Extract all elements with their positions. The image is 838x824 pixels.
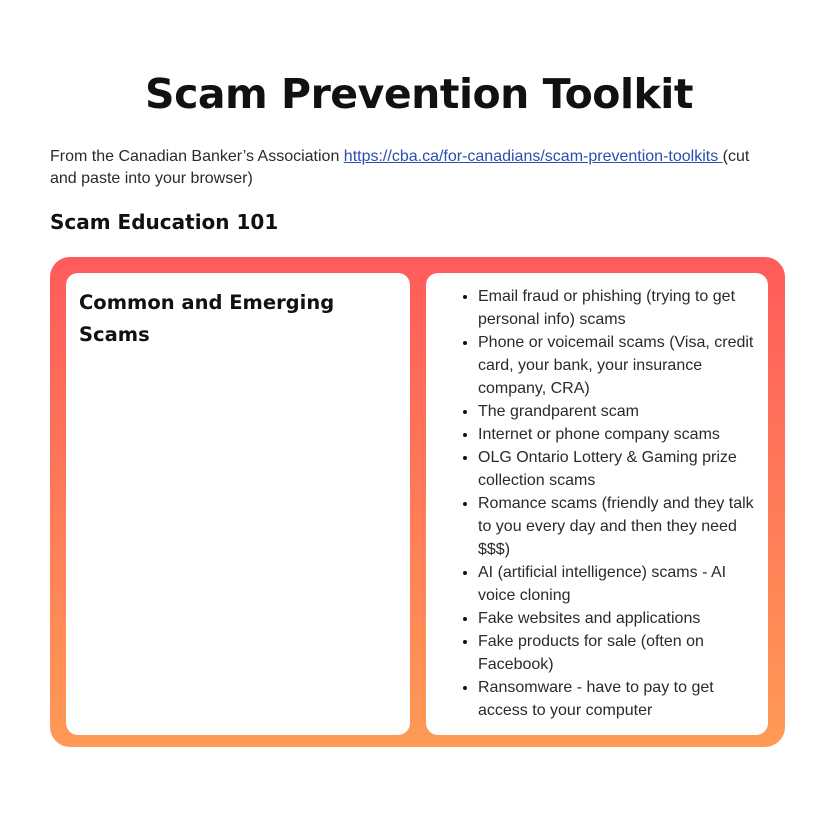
list-item: • Phone or voicemail scams (Visa, credit card, your bank, your insurance company, CRA) <box>478 331 760 400</box>
list-item: • Ransomware - have to pay to get access to your computer <box>478 676 760 722</box>
card-left-panel <box>66 273 410 735</box>
scam-card <box>50 257 785 747</box>
page-title: Scam Prevention Toolkit <box>145 70 693 118</box>
source-paragraph <box>50 146 750 190</box>
list-item: • Fake websites and applications <box>478 607 760 630</box>
list-item: • Romance scams (friendly and they talk to you every day and then they need $$$) <box>478 492 760 561</box>
source-suffix: (cut and paste into your browser) <box>50 148 750 187</box>
source-link[interactable]: https://cba.ca/for-canadians/scam-prevention-toolkits <box>343 148 723 165</box>
source-prefix: From the Canadian Banker’s Association <box>50 148 344 165</box>
section-heading: Scam Education 101 <box>50 210 279 234</box>
list-item: • AI (artificial intelligence) scams - AI voice cloning <box>478 561 760 607</box>
list-item: • OLG Ontario Lottery & Gaming prize collection scams <box>478 446 760 492</box>
card-right-panel <box>426 273 768 735</box>
list-item: • Internet or phone company scams <box>478 423 760 446</box>
list-item: • Email fraud or phishing (trying to get personal info) scams <box>478 285 760 331</box>
list-item: • The grandparent scam <box>478 400 760 423</box>
card-left-title: Common and Emerging Scams <box>79 291 335 346</box>
list-item: • Fake products for sale (often on Facebook) <box>478 630 760 676</box>
scam-list <box>426 285 766 722</box>
